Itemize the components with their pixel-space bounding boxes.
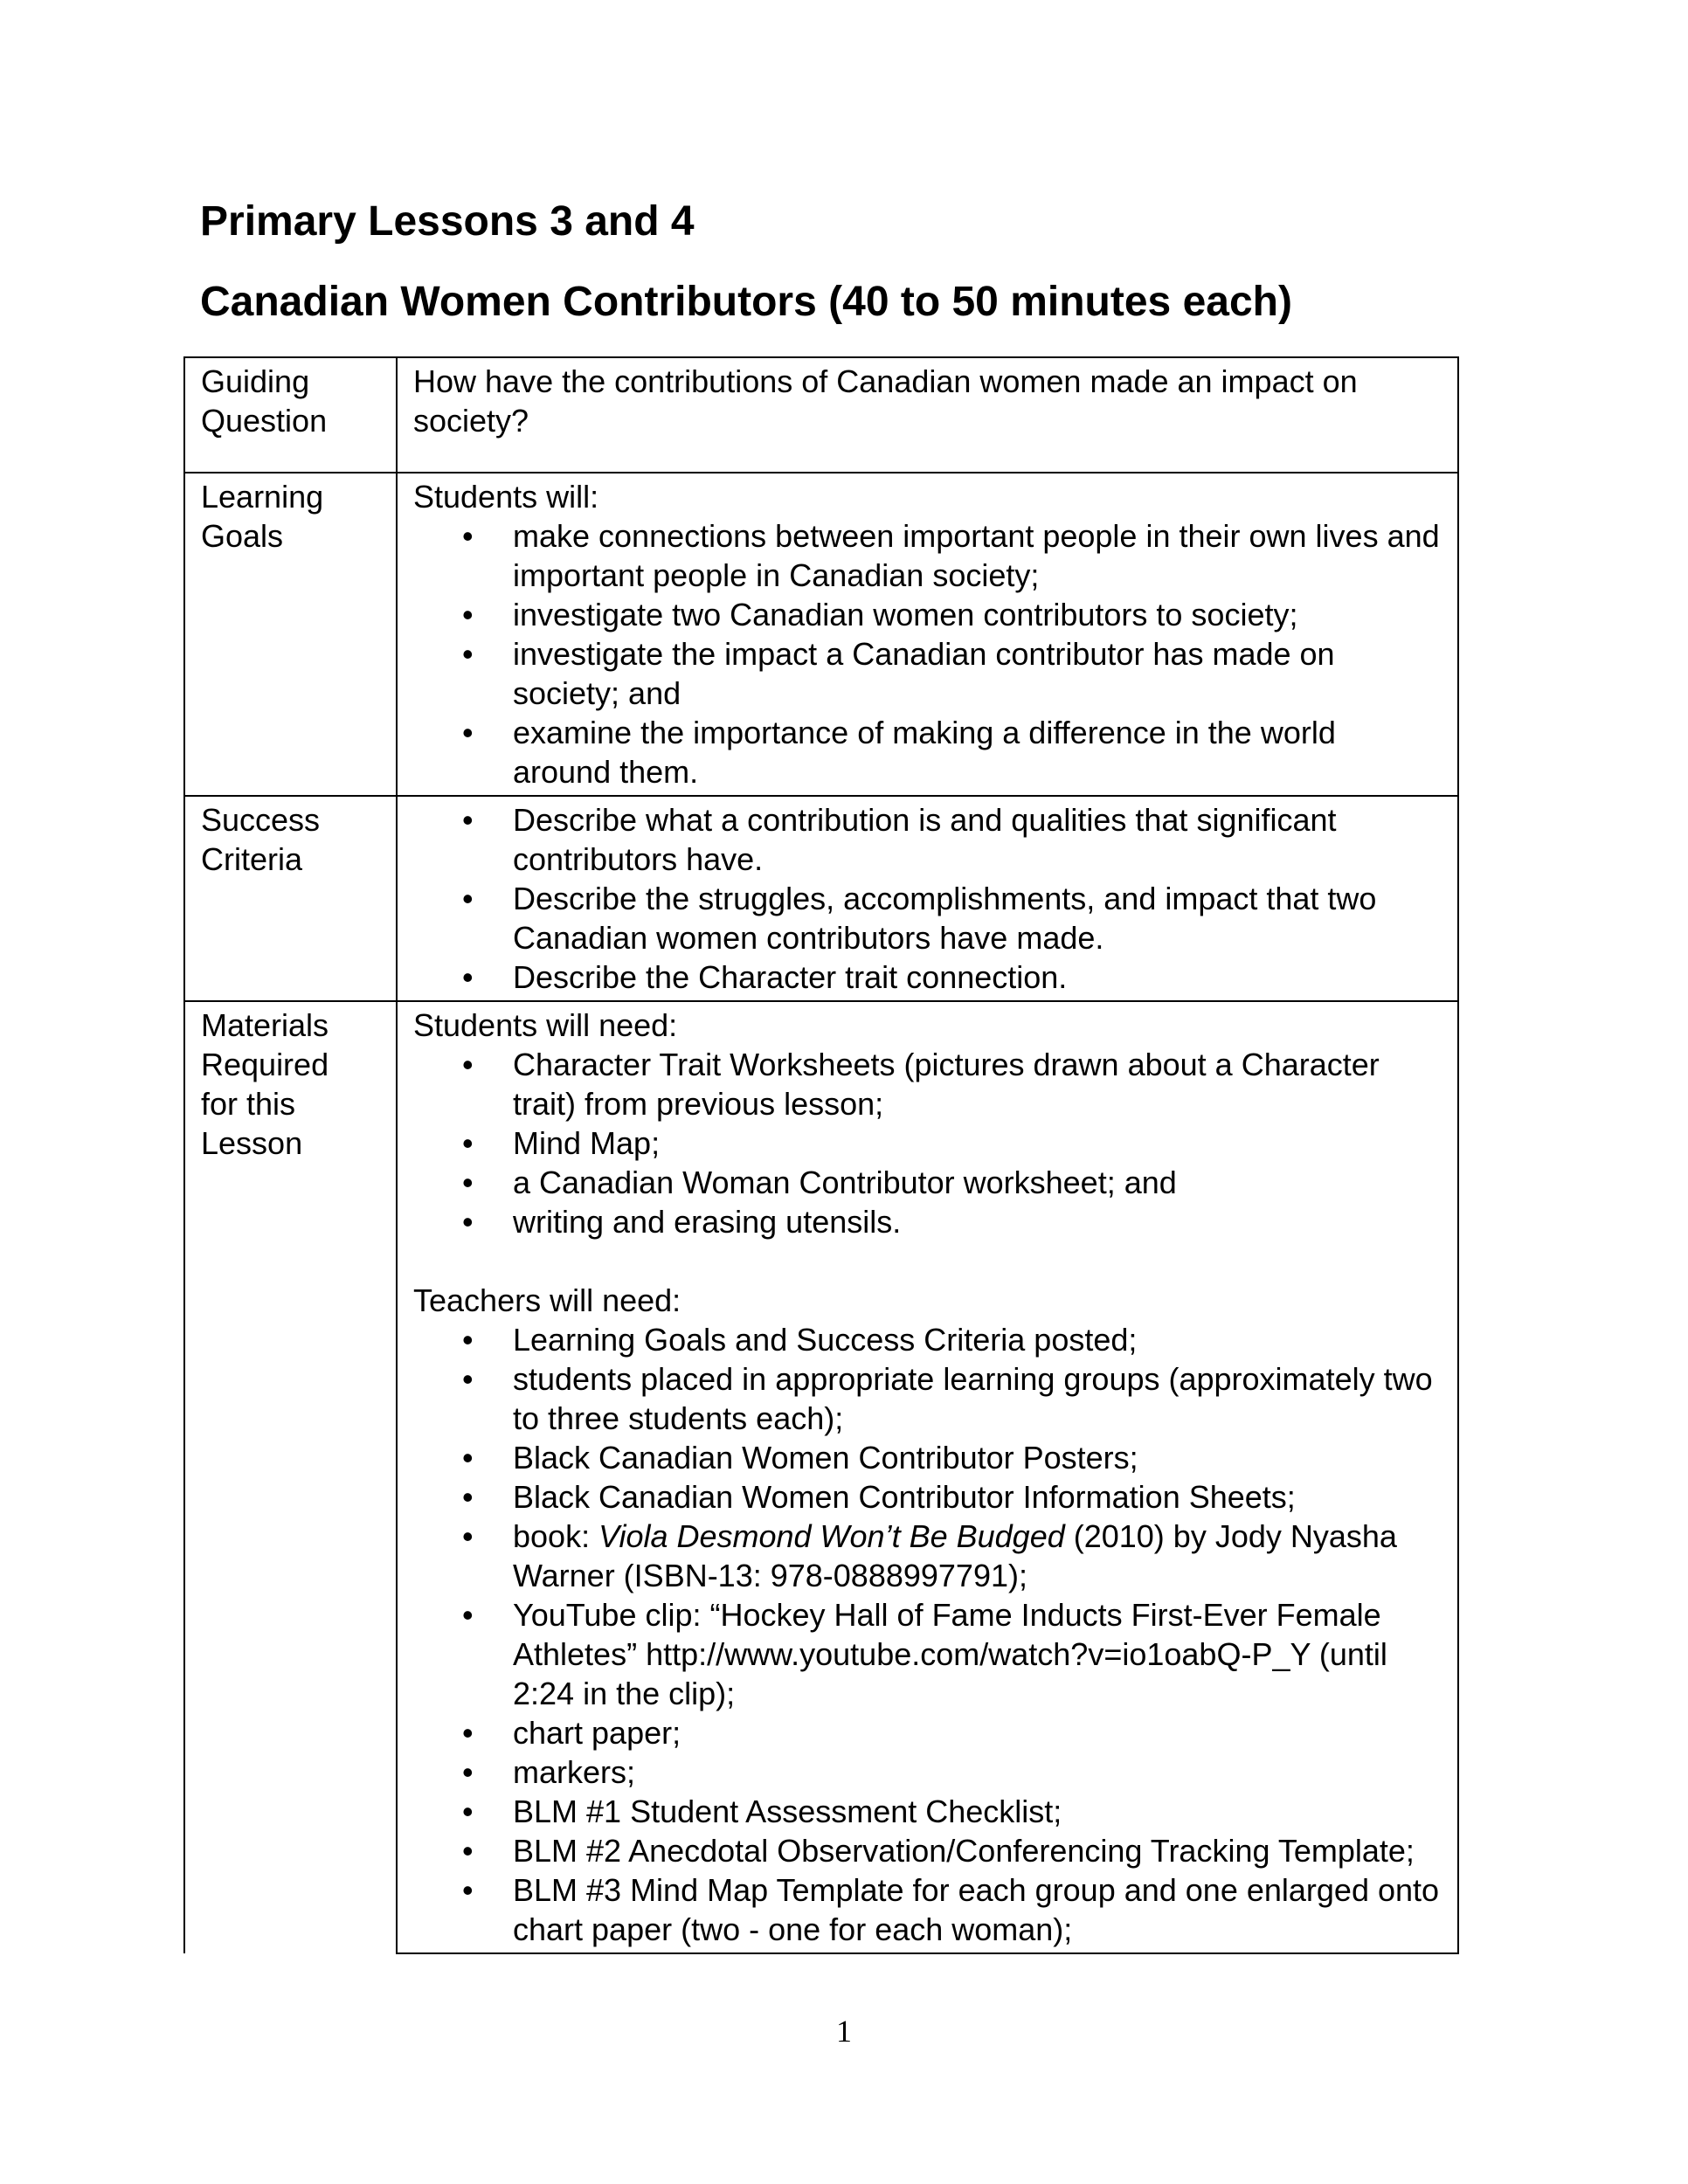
list-item: • markers; [413,1752,1442,1792]
table-row-success-criteria [184,796,1458,1001]
teachers-need-intro: Teachers will need: [413,1282,681,1318]
row-label-materials: Materials Required for this Lesson [184,1001,397,1953]
table-row-guiding-question [184,357,1458,473]
list-item: • Learning Goals and Success Criteria posted; [413,1320,1442,1359]
list-item: • writing and erasing utensils. [413,1202,1442,1241]
success-criteria-list [413,800,1442,997]
book-title: Viola Desmond Won’t Be Budged [598,1518,1065,1554]
page-title: Primary Lessons 3 and 4 [200,198,695,245]
students-materials-list [413,1045,1442,1241]
list-item: • BLM #3 Mind Map Template for each group and one enlarged onto chart paper (two - one for each woman); [413,1870,1442,1949]
lesson-plan-table [183,356,1459,1954]
page-number: 1 [836,2014,852,2049]
list-item: • Black Canadian Women Contributor Information Sheets; [413,1477,1442,1517]
list-item: • BLM #1 Student Assessment Checklist; [413,1792,1442,1831]
row-label-guiding-question: Guiding Question [184,357,397,473]
row-label-learning-goals: Learning Goals [184,473,397,796]
row-content-guiding-question [397,357,1458,473]
list-item: • investigate two Canadian women contributors to society; [413,595,1442,634]
table-row-learning-goals [184,473,1458,796]
row-content-materials [397,1001,1458,1953]
list-item: • examine the importance of making a difference in the world around them. [413,713,1442,791]
list-item: • Describe the Character trait connection. [413,957,1442,997]
table-row-materials [184,1001,1458,1953]
list-item: • Character Trait Worksheets (pictures drawn about a Character trait) from previous lesson; [413,1045,1442,1123]
list-item: • Mind Map; [413,1123,1442,1163]
list-item: • chart paper; [413,1713,1442,1752]
list-item-youtube-clip: • YouTube clip: “Hockey Hall of Fame Inducts First-Ever Female Athletes” http://www.youtube.com/watch?v=io1oabQ-P_Y (until 2:24 in the clip); [413,1595,1442,1713]
list-item-book: • book: Viola Desmond Won’t Be Budged (2010) by Jody Nyasha Warner (ISBN-13: 978-0888997791); [413,1517,1442,1595]
list-item: • BLM #2 Anecdotal Observation/Conferencing Tracking Template; [413,1831,1442,1870]
list-item: • Describe what a contribution is and qualities that significant contributors have. [413,800,1442,879]
list-item: • investigate the impact a Canadian contributor has made on society; and [413,634,1442,713]
list-item: • Describe the struggles, accomplishments, and impact that two Canadian women contributors have made. [413,879,1442,957]
page-subtitle: Canadian Women Contributors (40 to 50 minutes each) [200,279,1292,325]
teachers-materials-list [413,1320,1442,1949]
row-label-success-criteria: Success Criteria [184,796,397,1001]
students-need-intro: Students will need: [413,1007,678,1043]
row-content-learning-goals [397,473,1458,796]
guiding-question-text: How have the contributions of Canadian women made an impact on society? [413,363,1358,439]
learning-goals-intro: Students will: [413,479,599,515]
list-item: • Black Canadian Women Contributor Posters; [413,1438,1442,1477]
list-item: • a Canadian Woman Contributor worksheet; and [413,1163,1442,1202]
learning-goals-list [413,516,1442,791]
spacer [413,1241,1442,1281]
list-item: • students placed in appropriate learning groups (approximately two to three students each); [413,1359,1442,1438]
row-content-success-criteria [397,796,1458,1001]
list-item: • make connections between important people in their own lives and important people in Canadian society; [413,516,1442,595]
